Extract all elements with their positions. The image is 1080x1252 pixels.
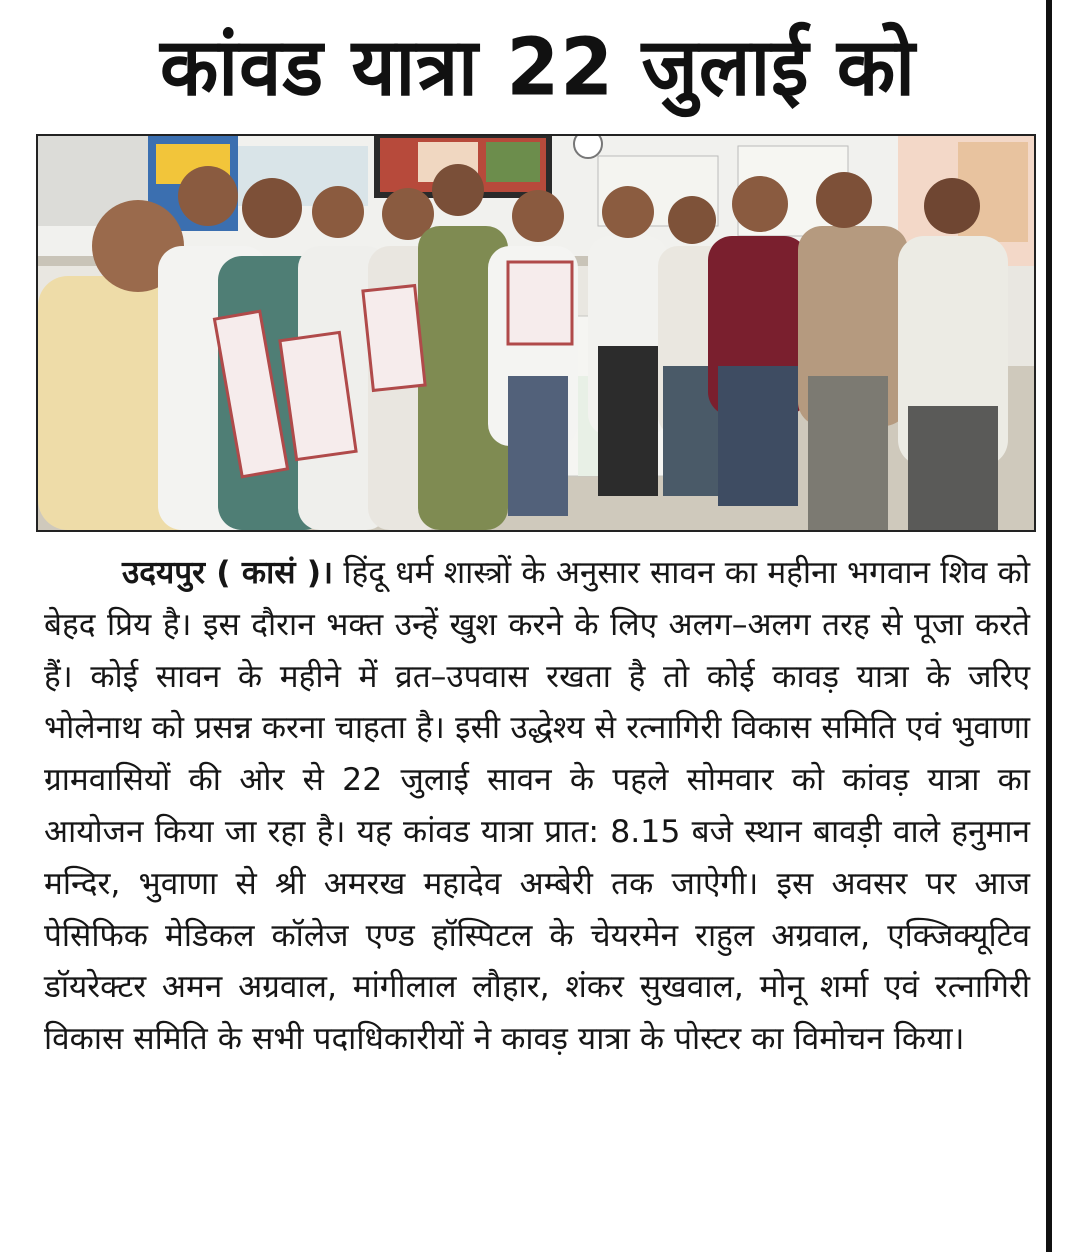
page-headline: कांवड यात्रा 22 जुलाई को [160, 19, 916, 114]
article-paragraph [44, 548, 1030, 1066]
article-text: हिंदू धर्म शास्त्रों के अनुसार सावन का महीना भगवान शिव को बेहद प्रिय है। इस दौरान भक्त उन्हें खुश करने के लिए अलग–अलग तरह से पूजा करते हैं। कोई सावन के महीने में व्रत–उपवास रखता है तो कोई कावड़ यात्रा के जरिए भोलेनाथ को प्रसन्न करना चाहता है। इसी उद्धेश्य से रत्नागिरी विकास समिति एवं भुवाणा ग्रामवासियों की ओर से 22 जुलाई सावन के पहले सोमवार को कांवड़ यात्रा का आयोजन किया जा रहा है। यह कांवड यात्रा प्रात: 8.15 बजे स्थान बावड़ी वाले हनुमान मन्दिर, भुवाणा से श्री अमरख महादेव अम्बेरी तक जाऐगी। इस अवसर पर आज पेसिफिक मेडिकल कॉलेज एण्ड हॉस्पिटल के चेयरमेन राहुल अग्रवाल, एक्जिक्यूटिव डॉयरेक्टर अमन अग्रवाल, मांगीलाल लौहार, शंकर सुखवाल, मोनू शर्मा एवं रत्नागिरी विकास समिति के सभी पदाधिकारीयों ने कावड़ यात्रा के पोस्टर का विमोचन किया। [44, 555, 1031, 1058]
news-photo-graphic [38, 136, 1034, 530]
news-photo [36, 134, 1036, 532]
column-rule [1046, 0, 1052, 1252]
article-body [44, 548, 1030, 1066]
dateline: उदयपुर ( कासं )। [122, 555, 334, 591]
